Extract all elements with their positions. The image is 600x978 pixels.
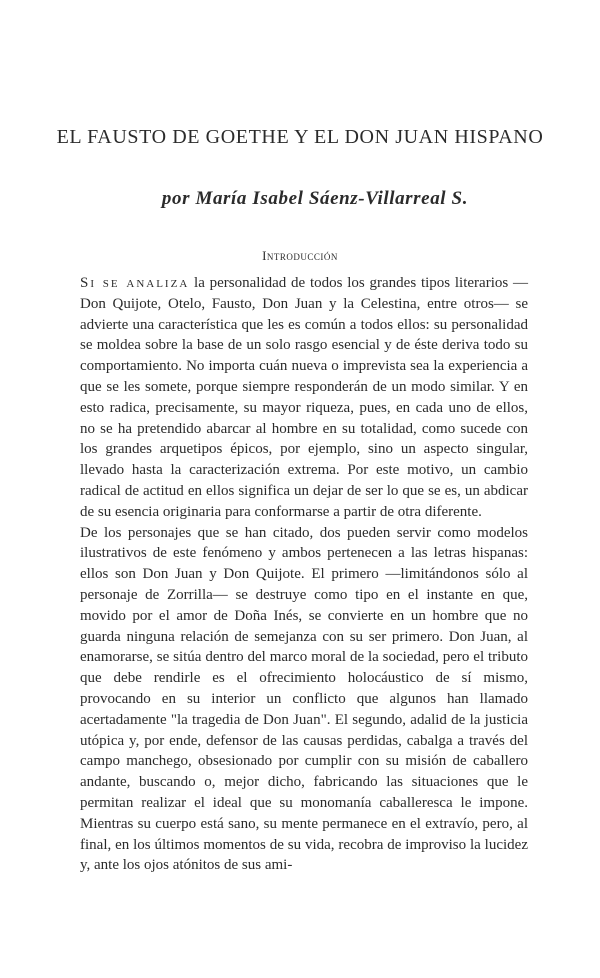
section-heading: Introducción xyxy=(262,248,338,263)
article-author: por María Isabel Sáenz-Villarreal S. xyxy=(161,188,469,209)
paragraph-1-text: la personalidad de todos los grandes tipos literarios —Don Quijote, Otelo, Fausto, Don Juan y la Celestina, entre otros— se advierte una característica que les es común a todos ellos: su personalidad se moldea sobre la base de un solo rasgo esencial y de éste deriva todo su comportamiento. No importa cuán nueva o imprevista sea la experiencia a que se les somete, porque siempre responderán de un modo similar. Y en esto radica, precisamente, su mayor riqueza, pues, en cada uno de ellos, no se ha pretendido abarcar al hombre en su totalidad, como sucede con los grandes arquetipos épicos, por ejemplo, sino un aspecto singular, llevado hasta la caracterización extrema. Por este motivo, un cambio radical de actitud en ellos significa un dejar de ser lo que se es, un abdicar de su esencia originaria para conformarse a partir de otra diferente. xyxy=(80,275,528,520)
article-title: EL FAUSTO DE GOETHE Y EL DON JUAN HISPANO xyxy=(56,126,544,148)
article-body xyxy=(80,273,528,876)
paragraph-1 xyxy=(80,273,528,523)
paragraph-1-lead-in: Si se analiza xyxy=(80,275,190,291)
paragraph-2: De los personajes que se han citado, dos pueden servir como modelos ilustrativos de este fenómeno y ambos pertenecen a las letras hispanas: ellos son Don Juan y Don Quijote. El primero —limitándonos sólo al personaje de Zorrilla— se destruye como tipo en el instante en que, movido por el amor de Doña Inés, se convierte en un hombre que no guarda ninguna relación de semejanza con su ser primero. Don Juan, al enamorarse, se sitúa dentro del marco moral de la sociedad, pero el tributo que debe rendirle es el ofrecimiento holocáustico de sí mismo, provocando en su interior un conflicto que algunos han llamado acertadamente "la tragedia de Don Juan". El segundo, adalid de la justicia utópica y, por ende, defensor de las causas perdidas, cabalga a través del campo manchego, obsesionado por cumplir con su misión de caballero andante, buscando o, mejor dicho, fabricando las situaciones que le permitan realizar el ideal que su monomanía caballeresca le impone. Mientras su cuerpo está sano, su mente permanece en el extravío, pero, al final, en los últimos momentos de su vida, recobra de improviso la lucidez y, ante los ojos atónitos de sus ami- xyxy=(80,524,528,874)
